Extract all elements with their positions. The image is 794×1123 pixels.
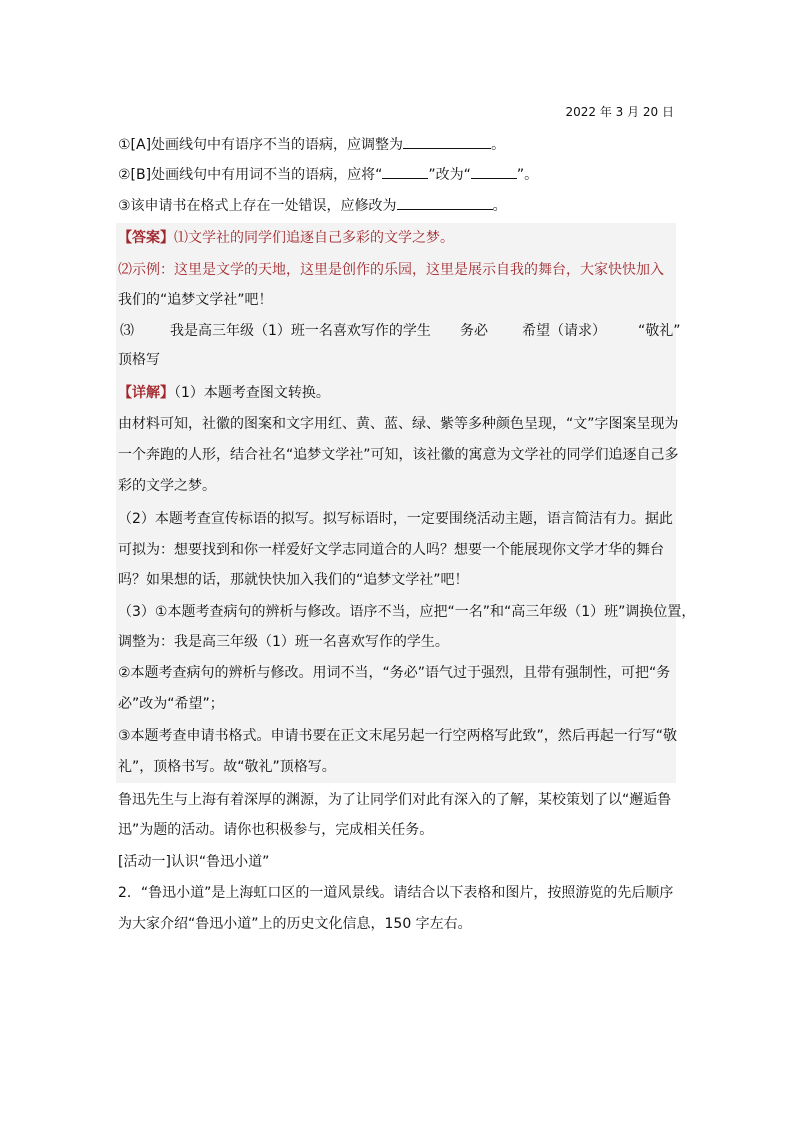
question-2-text: ②[B]处画线句中有用词不当的语病，应将“: [118, 167, 383, 183]
question-3-text: ③该申请书在格式上存在一处错误，应修改为: [118, 198, 397, 214]
detail-4-line-1: ②本题考查病句的辨析与修改。用词不当，“务必”语气过于强烈，且带有强制性，可把“务: [118, 665, 671, 681]
detail-head: 【详解】（1）本题考查图文转换。: [118, 385, 330, 401]
answer-3-col-3: 希望（请求）: [522, 323, 606, 339]
answer-2-line-2: 我们的“追梦文学社”吧！: [118, 292, 273, 308]
intro-line-2: 迅”为题的活动。请你也积极参与，完成相关任务。: [118, 822, 434, 838]
detail-2-line-3: 吗？如果想的话，那就快快加入我们的“追梦文学社”吧！: [118, 572, 469, 588]
question-1: ①[A]处画线句中有语序不当的语病，应调整为 。: [118, 134, 678, 155]
question-2: ②[B]处画线句中有用词不当的语病，应将“ ”改为“ ”。: [118, 164, 678, 185]
date-line: 2022 年 3 月 20 日: [565, 105, 674, 119]
question-1-text: ①[A]处画线句中有语序不当的语病，应调整为: [118, 137, 404, 153]
question-2-line-2: 为大家介绍“鲁迅小道”上的历史文化信息，150 字左右。: [118, 916, 472, 932]
intro-line-1: 鲁迅先生与上海有着深厚的渊源，为了让同学们对此有深入的了解，某校策划了以“邂逅鲁: [118, 792, 672, 808]
answer-2-line-1: ⑵示例：这里是文学的天地，这里是创作的乐园，这里是展示自我的舞台，大家快快加入: [118, 262, 664, 278]
answer-tag: 【答案】: [118, 230, 174, 246]
detail-5-line-2: 礼”，顶格书写。故“敬礼”顶格写。: [118, 759, 336, 775]
detail-3-line-1: （3）①本题考查病句的辨析与修改。语序不当，应把“一名”和“高三年级（1）班”调换位置，: [118, 604, 696, 620]
question-2-line-1: 2．“鲁迅小道”是上海虹口区的一道风景线。请结合以下表格和图片，按照游览的先后顺序: [118, 885, 674, 901]
detail-tag: 【详解】: [118, 385, 174, 401]
answer-1: 【答案】⑴文学社的同学们追逐自己多彩的文学之梦。: [118, 230, 454, 246]
detail-1-line-2: 一个奔跑的人形，结合社名“追梦文学社”可知，该社徽的寓意为文学社的同学们追逐自己多: [118, 447, 679, 463]
answer-blank-1: [403, 134, 491, 149]
answer-3-col-2: 务必: [460, 323, 488, 339]
answer-blank-3: [397, 195, 493, 210]
answer-blank-2a: [382, 164, 428, 179]
detail-1-line-3: 彩的文学之梦。: [118, 478, 216, 494]
answer-3-line-2: 顶格写: [118, 352, 160, 368]
detail-2-line-2: 可拟为：想要找到和你一样爱好文学志同道合的人吗？想要一个能展现你文学才华的舞台: [118, 542, 664, 558]
question-3: ③该申请书在格式上存在一处错误，应修改为 。: [118, 195, 678, 216]
answer-3-col-4: “敬礼”: [638, 323, 681, 339]
answer-3-col-1: 我是高三年级（1）班一名喜欢写作的学生: [170, 323, 431, 339]
detail-5-line-1: ③本题考查申请书格式。申请书要在正文末尾另起一行空两格写此致”，然后再起一行写“敬: [118, 728, 678, 744]
detail-2-line-1: （2）本题考查宣传标语的拟写。拟写标语时，一定要围绕活动主题，语言简洁有力。据此: [118, 511, 673, 527]
answer-blank-2b: [471, 164, 517, 179]
activity-heading: [活动一]认识“鲁迅小道”: [118, 854, 270, 870]
detail-3-line-2: 调整为：我是高三年级（1）班一名喜欢写作的学生。: [118, 634, 449, 650]
answer-3-number: ⑶: [120, 323, 134, 339]
detail-1-line-1: 由材料可知，社徽的图案和文字用红、黄、蓝、绿、紫等多种颜色呈现，“文”字图案呈现为: [118, 416, 679, 432]
detail-4-line-2: 必”改为“希望”；: [118, 696, 224, 712]
